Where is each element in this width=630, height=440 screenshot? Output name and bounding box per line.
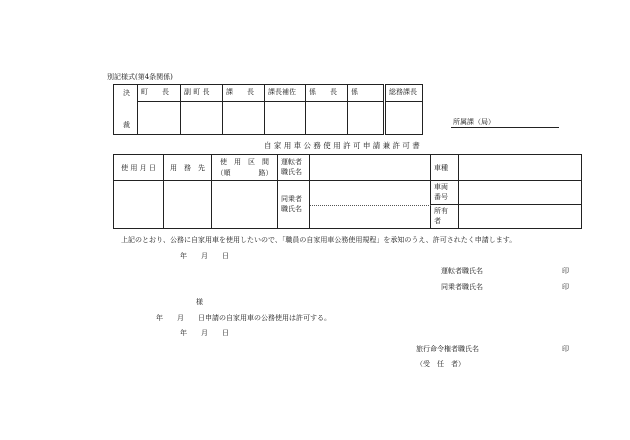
approval-col-section-chief: 課 長 (223, 85, 265, 102)
col-header-destination: 用 務 先 (164, 155, 212, 181)
col-header-car-type: 車種 (431, 155, 459, 181)
page-title: 自 家 用 車 公 務 使 用 許 可 申 請 兼 許 可 書 (264, 141, 420, 150)
approval-stamp-box[interactable] (223, 102, 265, 135)
honorific: 様 (196, 298, 203, 306)
approval-table (113, 84, 423, 135)
driver-name-input[interactable] (310, 155, 431, 181)
form-label: 別記様式(第4条関係) (107, 73, 173, 81)
approval-side-top: 決 (123, 89, 130, 97)
passenger-divider (310, 205, 431, 206)
permit-sentence: 年 月 日申請の自家用車の公務使用は許可する。 (156, 314, 331, 322)
destination-input[interactable] (164, 181, 212, 229)
approval-col-staff: 係 (348, 85, 385, 102)
seal-mark-driver: 印 (562, 267, 569, 275)
section-dept-line[interactable] (451, 127, 559, 128)
col-header-section: 使 用 区 間 （順 路） (212, 155, 278, 181)
plate-number-input[interactable] (459, 181, 582, 205)
approval-col-deputy-mayor: 副 町 長 (181, 85, 223, 102)
section-dept-label: 所属課（局） (453, 118, 495, 126)
approval-col-mayor: 町 長 (138, 85, 181, 102)
approval-stamp-box[interactable] (181, 102, 223, 135)
seal-mark-passenger: 印 (562, 283, 569, 291)
section-input[interactable] (212, 181, 278, 229)
approval-stamp-box[interactable] (348, 102, 385, 135)
owner-label-cell: 所有 者 (431, 205, 459, 229)
request-date: 年 月 日 (180, 252, 229, 260)
approval-side-label (114, 85, 138, 135)
request-sentence: 上記のとおり、公務に自家用車を使用したいので、「職員の自家用車公務使用規程」を承知のうえ、許可されたく申請します。 (121, 236, 517, 244)
approval-stamp-box[interactable] (265, 102, 306, 135)
approval-side-bottom: 裁 (123, 121, 130, 129)
approval-col-general-affairs: 総務課長 (385, 85, 423, 102)
approval-col-subsection-chief: 係 長 (306, 85, 348, 102)
permit-date: 年 月 日 (180, 329, 229, 337)
authorizer-label: 旅行命令権者職氏名 (416, 345, 479, 353)
seal-mark-authorizer: 印 (562, 345, 569, 353)
approval-stamp-box[interactable] (138, 102, 181, 135)
owner-input[interactable] (459, 205, 582, 229)
passenger-label-cell: 同乗者 職氏名 (278, 181, 310, 229)
approval-col-assistant-chief: 課長補佐 (265, 85, 306, 102)
col-header-date: 使 用 月 日 (114, 155, 164, 181)
car-type-input[interactable] (459, 155, 582, 181)
main-table (113, 154, 582, 229)
delegate-label: （受 任 者） (416, 360, 465, 368)
col-header-driver: 運転者 職氏名 (278, 155, 310, 181)
date-input[interactable] (114, 181, 164, 229)
plate-label-cell: 車両 番号 (431, 181, 459, 205)
approval-stamp-box[interactable] (385, 102, 423, 135)
approval-stamp-box[interactable] (306, 102, 348, 135)
driver-name-label: 運転者職氏名 (441, 267, 483, 275)
passenger-name-label: 同乗者職氏名 (441, 283, 483, 291)
passenger-name-input[interactable] (310, 181, 431, 229)
